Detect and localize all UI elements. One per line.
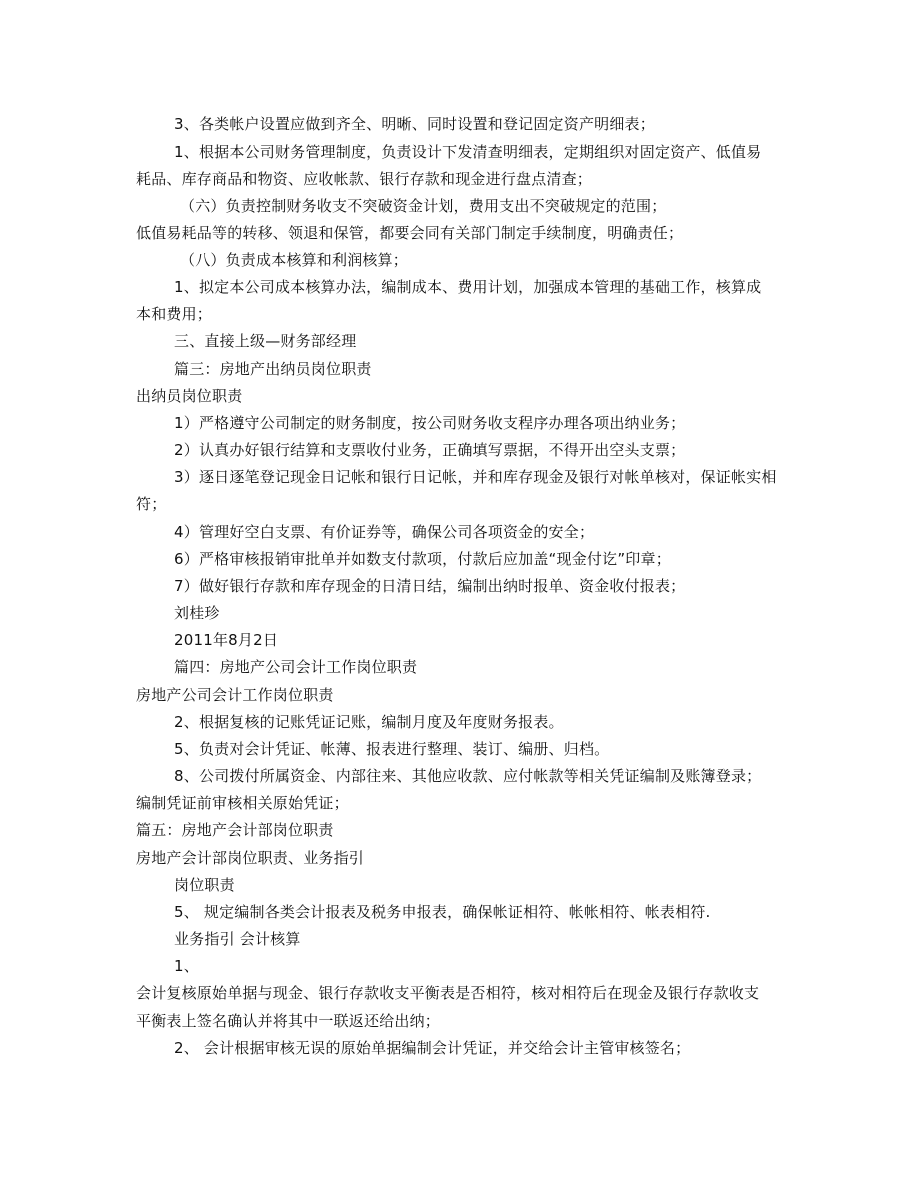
text-line: 2、 会计根据审核无误的原始单据编制会计凭证，并交给会计主管审核签名； — [174, 1039, 691, 1057]
text-line: 本和费用； — [136, 305, 213, 323]
signature-date: 2011年8月2日 — [174, 631, 279, 649]
text-line: 8、公司拨付所属资金、内部往来、其他应收款、应付帐款等相关凭证编制及账簿登录； — [174, 767, 762, 785]
section-heading: 篇四：房地产公司会计工作岗位职责 — [174, 658, 418, 676]
text-line: 低值易耗品等的转移、领退和保管，都要会同有关部门制定手续制度，明确责任； — [136, 224, 684, 242]
text-line: 平衡表上签名确认并将其中一联返还给出纳； — [136, 1012, 441, 1030]
text-line: 3、各类帐户设置应做到齐全、明晰、同时设置和登记固定资产明细表； — [174, 115, 655, 133]
text-line: 业务指引 会计核算 — [174, 930, 301, 948]
text-line: 符； — [136, 495, 167, 513]
text-line: （八）负责成本核算和利润核算； — [180, 251, 409, 269]
text-line: 2、根据复核的记账凭证记账，编制月度及年度财务报表。 — [174, 713, 564, 731]
text-line: 1）严格遵守公司制定的财务制度，按公司财务收支程序办理各项出纳业务； — [174, 414, 686, 432]
text-line: 3）逐日逐笔登记现金日记帐和银行日记帐，并和库存现金及银行对帐单核对，保证帐实相 — [174, 468, 777, 486]
text-line: （六）负责控制财务收支不突破资金计划，费用支出不突破规定的范围； — [180, 197, 667, 215]
text-line: 房地产公司会计工作岗位职责 — [136, 686, 334, 704]
text-line: 岗位职责 — [174, 876, 235, 894]
text-line: 编制凭证前审核相关原始凭证； — [136, 794, 349, 812]
section-heading: 篇三：房地产出纳员岗位职责 — [174, 360, 372, 378]
text-line: 1、根据本公司财务管理制度，负责设计下发清查明细表，定期组织对固定资产、低值易 — [174, 143, 762, 161]
text-line: 1、 — [174, 957, 199, 975]
text-line: 三、直接上级—财务部经理 — [174, 332, 357, 350]
text-line: 6）严格审核报销审批单并如数支付款项，付款后应加盖“现金付讫”印章； — [174, 550, 671, 568]
text-line: 4）管理好空白支票、有价证券等，确保公司各项资金的安全； — [174, 523, 595, 541]
text-line: 5、负责对会计凭证、帐薄、报表进行整理、装订、编册、归档。 — [174, 740, 610, 758]
signature-name: 刘桂珍 — [174, 604, 220, 622]
text-line: 5、 规定编制各类会计报表及税务申报表，确保帐证相符、帐帐相符、帐表相符. — [174, 903, 711, 921]
text-line: 1、拟定本公司成本核算办法，编制成本、费用计划，加强成本管理的基础工作，核算成 — [174, 278, 762, 296]
text-line: 会计复核原始单据与现金、银行存款收支平衡表是否相符，核对相符后在现金及银行存款收支 — [136, 984, 760, 1002]
text-line: 7）做好银行存款和库存现金的日清日结，编制出纳时报单、资金收付报表； — [174, 577, 686, 595]
text-line: 出纳员岗位职责 — [136, 387, 243, 405]
text-line: 2）认真办好银行结算和支票收付业务，正确填写票据，不得开出空头支票； — [174, 441, 686, 459]
section-heading: 篇五：房地产会计部岗位职责 — [136, 821, 334, 839]
text-line: 房地产会计部岗位职责、业务指引 — [136, 849, 365, 867]
text-line: 耗品、库存商品和物资、应收帐款、银行存款和现金进行盘点清查； — [136, 170, 593, 188]
